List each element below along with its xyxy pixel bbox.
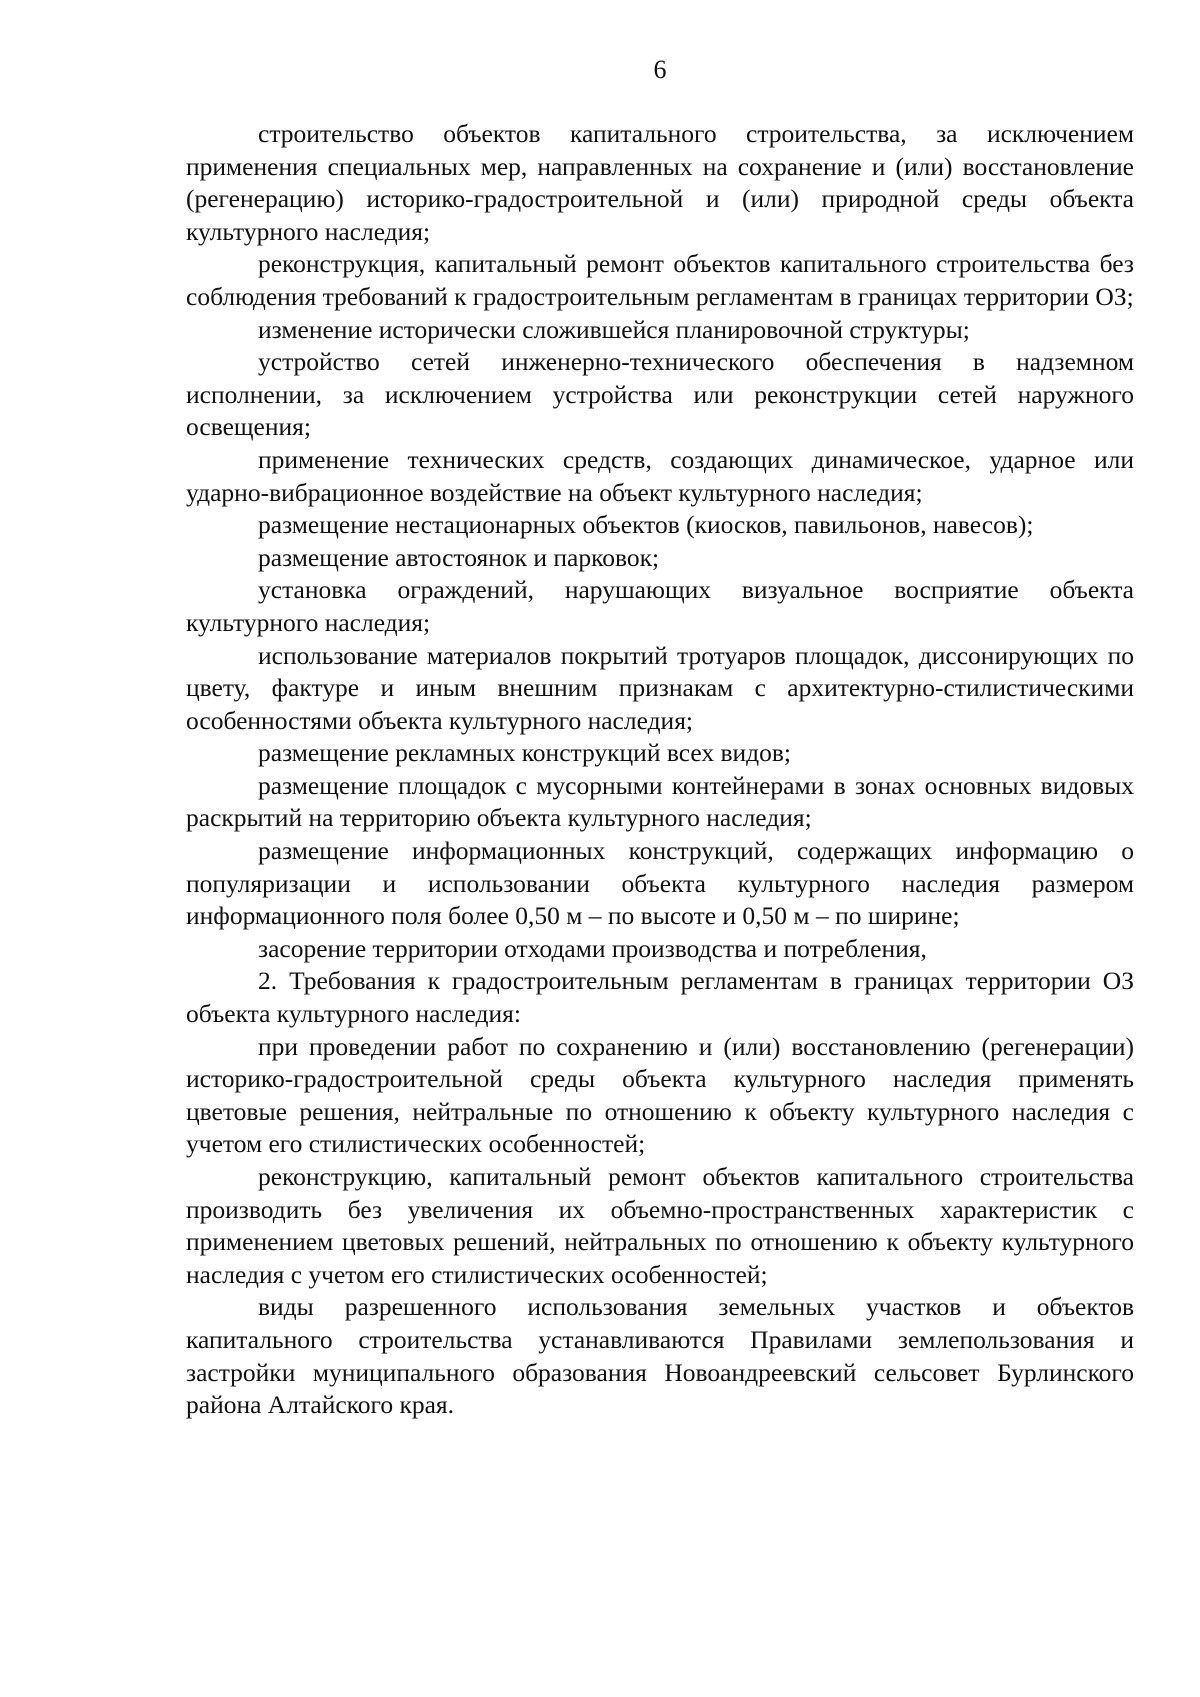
section-paragraph: 2. Требования к градостроительным регламентам в границах территории ОЗ объекта культурного наследия: [186, 966, 1134, 1029]
paragraph: засорение территории отходами производства и потребления, [258, 933, 927, 963]
paragraph: использование материалов покрытий тротуаров площадок, диссонирующих по цвету, фактуре и иным внешним признакам с архитектурно-стилистическими особенностями объекта культурного наследия; [186, 640, 1134, 735]
paragraph: при проведении работ по сохранению и (или) восстановлению (регенерации) историко-градостроительной среды объекта культурного наследия применять цветовые решения, нейтральные по отношению к объекту культурного наследия с учетом его стилистических особенностей; [186, 1031, 1134, 1159]
paragraph: установка ограждений, нарушающих визуальное восприятие объекта культурного наследия; [186, 575, 1134, 637]
page-number: 6 [653, 55, 667, 84]
paragraph: строительство объектов капитального строительства, за исключением применения специальных мер, направленных на сохранение и (или) восстановление (регенерацию) историко-градостроительной и (или) природной среды объекта культурного наследия; [186, 119, 1134, 246]
paragraph: размещение автостоянок и парковок; [258, 542, 660, 572]
paragraph: размещение информационных конструкций, содержащих информацию о популяризации и использовании объекта культурного наследия размером информационного поля более 0,50 м – по высоте и 0,50 м – по ширине; [186, 836, 1134, 931]
paragraph: применение технических средств, создающих динамическое, ударное или ударно-вибрационное воздействие на объект культурного наследия; [186, 444, 1134, 507]
paragraph: реконструкцию, капитальный ремонт объектов капитального строительства производить без увеличения их объемно-пространственных характеристик с применением цветовых решений, нейтральных по отношению к объекту культурного наследия с учетом его стилистических особенностей; [186, 1162, 1134, 1289]
paragraph: устройство сетей инженерно-технического обеспечения в надземном исполнении, за исключением устройства или реконструкции сетей наружного освещения; [186, 347, 1134, 442]
paragraph: реконструкция, капитальный ремонт объектов капитального строительства без соблюдения требований к градостроительным регламентам в границах территории ОЗ; [186, 249, 1134, 311]
paragraph: изменение исторически сложившейся планировочной структуры; [258, 314, 970, 344]
paragraph: размещение площадок с мусорными контейнерами в зонах основных видовых раскрытий на территорию объекта культурного наследия; [186, 770, 1134, 833]
paragraph: размещение нестационарных объектов (киосков, павильонов, навесов); [258, 510, 1034, 540]
document-body [186, 118, 1134, 1422]
paragraph: виды разрешенного использования земельных участков и объектов капитального строительства устанавливаются Правилами землепользования и застройки муниципального образования Новоандреевский сельсовет Бурлинского района Алтайского края. [186, 1292, 1134, 1420]
paragraph: размещение рекламных конструкций всех видов; [258, 738, 792, 768]
